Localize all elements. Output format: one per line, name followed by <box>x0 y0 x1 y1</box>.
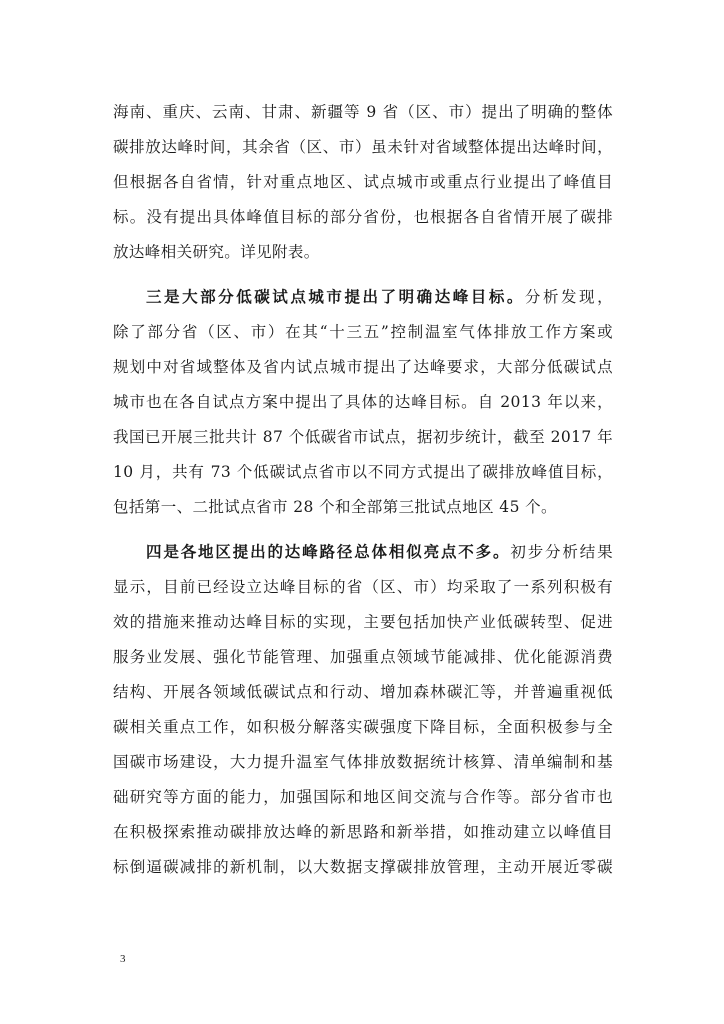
paragraph-3-line-8: 础研究等方面的能力，加强国际和地区间交流与合作等。部分省市也 <box>113 788 613 806</box>
page-number: 3 <box>120 953 126 965</box>
paragraph-3-line-2: 显示，目前已经设立达峰目标的省（区、市）均采取了一系列积极有 <box>113 578 613 596</box>
paragraph-2-first-line <box>146 287 613 307</box>
paragraph-3-line-4: 服务业发展、强化节能管理、加强重点领域节能减排、优化能源消费 <box>113 648 613 666</box>
paragraph-3-first-line <box>146 542 613 562</box>
paragraph-2-line-2: 除了部分省（区、市）在其“十三五”控制温室气体排放工作方案或 <box>113 323 613 341</box>
paragraph-2-heading: 三是大部分低碳试点城市提出了明确达峰目标。 <box>146 288 525 306</box>
paragraph-1-line-3: 但根据各自省情，针对重点地区、试点城市或重点行业提出了峰值目 <box>113 173 613 191</box>
paragraph-3-heading: 四是各地区提出的达峰路径总体相似亮点不多。 <box>146 543 511 561</box>
paragraph-2-first-line-text: 分析发现， <box>524 288 613 306</box>
paragraph-3-line-3: 效的措施来推动达峰目标的实现，主要包括加快产业低碳转型、促进 <box>113 613 613 631</box>
paragraph-2-line-7: 包括第一、二批试点省市 28 个和全部第三批试点地区 45 个。 <box>113 498 557 516</box>
paragraph-1-line-5: 放达峰相关研究。详见附表。 <box>113 243 320 261</box>
paragraph-1-line-4: 标。没有提出具体峰值目标的部分省份，也根据各自省情开展了碳排 <box>113 208 613 226</box>
paragraph-3-line-7: 国碳市场建设，大力提升温室气体排放数据统计核算、清单编制和基 <box>113 753 613 771</box>
paragraph-3-line-10: 标倒逼碳减排的新机制，以大数据支撑碳排放管理，主动开展近零碳 <box>113 858 613 876</box>
paragraph-3-line-6: 碳相关重点工作，如积极分解落实碳强度下降目标，全面积极参与全 <box>113 718 613 736</box>
paragraph-1-line-1: 海南、重庆、云南、甘肃、新疆等 9 省（区、市）提出了明确的整体 <box>113 103 613 121</box>
paragraph-1-line-2: 碳排放达峰时间，其余省（区、市）虽未针对省域整体提出达峰时间， <box>113 138 613 156</box>
paragraph-2-line-5: 我国已开展三批共计 87 个低碳省市试点，据初步统计，截至 2017 年 <box>113 428 613 446</box>
paragraph-3-first-line-text: 初步分析结果 <box>510 543 613 561</box>
paragraph-2-line-6: 10 月，共有 73 个低碳试点省市以不同方式提出了碳排放峰值目标， <box>113 463 613 481</box>
paragraph-2-line-4: 城市也在各自试点方案中提出了具体的达峰目标。自 2013 年以来， <box>113 393 613 411</box>
paragraph-3-line-9: 在积极探索推动碳排放达峰的新思路和新举措，如推动建立以峰值目 <box>113 823 613 841</box>
paragraph-3-line-5: 结构、开展各领域低碳试点和行动、增加森林碳汇等，并普遍重视低 <box>113 683 613 701</box>
paragraph-2-line-3: 规划中对省域整体及省内试点城市提出了达峰要求，大部分低碳试点 <box>113 358 613 376</box>
